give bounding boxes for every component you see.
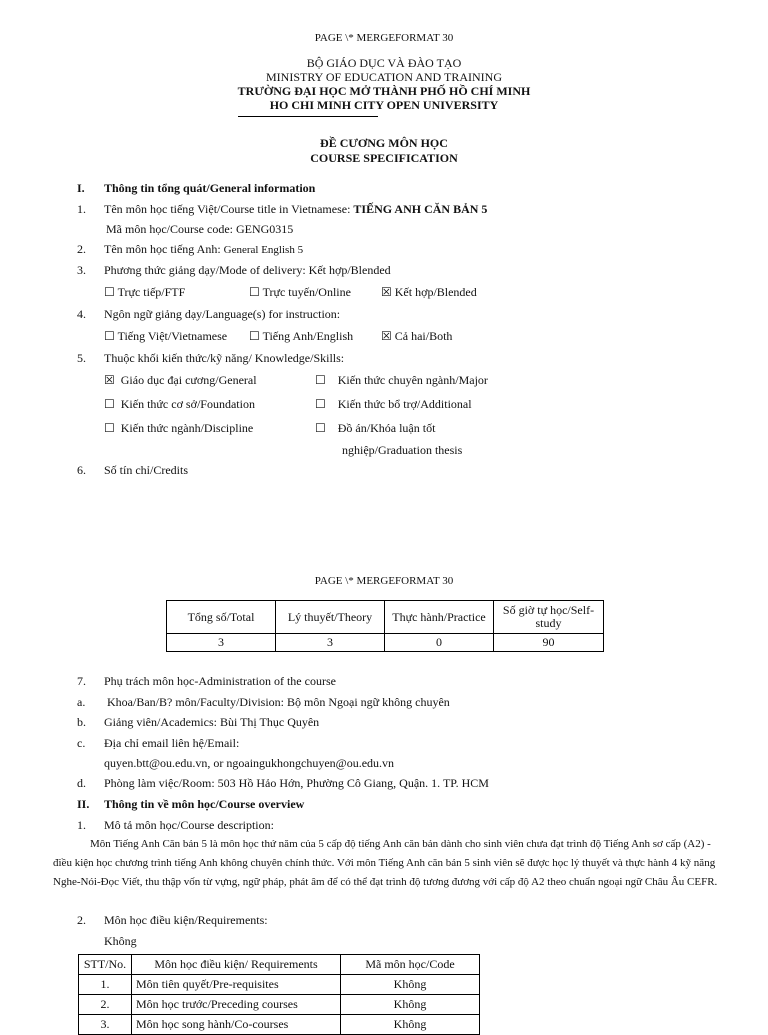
admin-b-letter: b. [77, 715, 86, 729]
item1-number: 1. [77, 202, 86, 216]
admin-academics: Giảng viên/Academics: Bùi Thị Thục Quyên [104, 715, 320, 729]
req-name: Môn học trước/Preceding courses [132, 995, 341, 1015]
delivery-option-blended [381, 285, 477, 300]
item5-number: 5. [77, 351, 86, 365]
language-option-label: Tiếng Anh/English [262, 329, 354, 343]
table-row [79, 995, 480, 1015]
description-line-1: Môn Tiếng Anh Căn bản 5 là môn học thứ năm của 5 cấp độ tiếng Anh căn bản dành cho sinh viên chưa đạt trình độ Tiếng Anh sơ cấp (A2) - [90, 838, 711, 850]
credits-header-row [167, 601, 604, 634]
req-name: Môn học song hành/Co-courses [132, 1015, 341, 1035]
item7-number: 7. [77, 674, 86, 688]
s2-item2-number: 2. [77, 913, 86, 927]
language-of-instruction: Ngôn ngữ giảng dạy/Language(s) for instruction: [104, 307, 341, 321]
knowledge-skills: Thuộc khối kiến thức/kỹ năng/ Knowledge/Skills: [104, 351, 345, 365]
s2-item1-number: 1. [77, 818, 86, 832]
knowledge-label: Kiến thức cơ sở/Foundation [120, 397, 255, 411]
admin-room: Phòng làm việc/Room: 503 Hồ Hảo Hớn, Phường Cô Giang, Quận. 1. TP. HCM [104, 776, 489, 790]
requirements-table [78, 954, 480, 1035]
credits-header-theory: Lý thuyết/Theory [276, 601, 385, 634]
checkbox-icon: ☐ [315, 373, 326, 387]
admin-email-values: quyen.btt@ou.edu.vn, or ngoaingukhongchuyen@ou.edu.vn [104, 756, 395, 770]
admin-email-label: Địa chỉ email liên hệ/Email: [104, 736, 240, 750]
knowledge-label: Kiến thức bổ trợ/Additional [337, 397, 472, 411]
req-no: 3. [79, 1015, 132, 1035]
credits-total: 3 [167, 634, 276, 652]
course-title-en-value: General English 5 [223, 244, 304, 256]
knowledge-label: Kiến thức ngành/Discipline [120, 421, 254, 435]
delivery-option-ftf [104, 285, 185, 300]
checkbox-icon: ☐ [249, 285, 260, 299]
checkbox-icon: ☐ [104, 421, 115, 435]
checkbox-icon: ☐ [104, 397, 115, 411]
knowledge-thesis-cont: nghiệp/Graduation thesis [342, 443, 463, 457]
req-code: Không [341, 995, 480, 1015]
course-title-vi-value: TIẾNG ANH CĂN BẢN 5 [353, 202, 488, 216]
delivery-option-label: Trực tiếp/FTF [117, 285, 186, 299]
language-option-label: Tiếng Việt/Vietnamese [117, 329, 228, 343]
course-description-label: Mô tả môn học/Course description: [104, 818, 274, 832]
req-code: Không [341, 975, 480, 995]
knowledge-label: Giáo dục đại cương/General [120, 373, 257, 387]
credits-practice: 0 [385, 634, 494, 652]
credits-value-row [167, 634, 604, 652]
admin-d-letter: d. [77, 776, 86, 790]
course-title-en-label: Tên môn học tiếng Anh: [104, 242, 224, 256]
item6-number: 6. [77, 463, 86, 477]
checked-box-icon: ☒ [381, 285, 392, 299]
delivery-option-label: Kết hợp/Blended [394, 285, 477, 299]
req-header-requirement: Môn học điều kiện/ Requirements [132, 955, 341, 975]
item4-number: 4. [77, 307, 86, 321]
credits-selfstudy: 90 [494, 634, 604, 652]
page-field-mid: PAGE \* MERGEFORMAT 30 [314, 575, 454, 587]
language-option-label: Cả hai/Both [394, 329, 453, 343]
delivery-option-online [249, 285, 351, 300]
language-option-english [249, 329, 353, 344]
doc-title-en: COURSE SPECIFICATION [310, 151, 458, 165]
checked-box-icon: ☒ [104, 373, 115, 387]
admin-faculty: Khoa/Ban/B? môn/Faculty/Division: Bộ môn Ngoại ngữ không chuyên [107, 695, 450, 709]
ministry-en: MINISTRY OF EDUCATION AND TRAINING [265, 70, 502, 84]
knowledge-foundation [104, 397, 255, 412]
university-vi: TRƯỜNG ĐẠI HỌC MỞ THÀNH PHỐ HỒ CHÍ MINH [237, 84, 531, 98]
knowledge-label: Kiến thức chuyên ngành/Major [337, 373, 488, 387]
course-title-vi-label: Tên môn học tiếng Việt/Course title in Vietnamese: [104, 202, 354, 216]
req-header-code: Mã môn học/Code [341, 955, 480, 975]
credits-label: Số tín chỉ/Credits [104, 463, 188, 477]
checked-box-icon: ☒ [381, 329, 392, 343]
credits-header-total: Tổng số/Total [167, 601, 276, 634]
knowledge-label: Đồ án/Khóa luận tốt [337, 421, 436, 435]
knowledge-thesis [315, 421, 435, 436]
req-no: 2. [79, 995, 132, 1015]
section1-heading: Thông tin tổng quát/General information [104, 181, 316, 195]
language-option-vietnamese [104, 329, 227, 344]
req-name: Môn tiên quyết/Pre-requisites [132, 975, 341, 995]
section2-heading: Thông tin về môn học/Course overview [104, 797, 305, 811]
req-header-no: STT/No. [79, 955, 132, 975]
delivery-option-label: Trực tuyến/Online [262, 285, 351, 299]
checkbox-icon: ☐ [104, 285, 115, 299]
req-header-row [79, 955, 480, 975]
section2-number: II. [77, 797, 90, 811]
course-code: Mã môn học/Course code: GENG0315 [106, 222, 294, 236]
table-row [79, 1015, 480, 1035]
language-option-both [381, 329, 452, 344]
credits-header-selfstudy: Số giờ tự học/Self-study [494, 601, 604, 634]
req-no: 1. [79, 975, 132, 995]
credits-header-practice: Thực hành/Practice [385, 601, 494, 634]
admin-a-letter: a. [77, 695, 86, 709]
doc-title-vi: ĐỀ CƯƠNG MÔN HỌC [320, 136, 448, 150]
knowledge-additional [315, 397, 472, 412]
item3-number: 3. [77, 263, 86, 277]
admin-c-letter: c. [77, 736, 86, 750]
course-title-vi [104, 202, 487, 217]
knowledge-general [104, 373, 257, 388]
checkbox-icon: ☐ [249, 329, 260, 343]
table-row [79, 975, 480, 995]
page-field-top: PAGE \* MERGEFORMAT 30 [314, 32, 454, 44]
ministry-vi: BỘ GIÁO DỤC VÀ ĐÀO TẠO [306, 56, 462, 70]
requirements-label: Môn học điều kiện/Requirements: [104, 913, 268, 927]
credits-table [166, 600, 604, 652]
administration-label: Phụ trách môn học-Administration of the course [104, 674, 336, 688]
header-underline [238, 116, 378, 117]
section1-number: I. [77, 181, 85, 195]
checkbox-icon: ☐ [315, 421, 326, 435]
knowledge-discipline [104, 421, 253, 436]
req-code: Không [341, 1015, 480, 1035]
course-title-en [104, 242, 303, 257]
knowledge-major [315, 373, 488, 388]
description-line-3: Nghe-Nói-Đọc Viết, thu thập vốn từ vựng, ngữ pháp, phát âm để có thể đạt trình độ tương đương với cấp độ A2 theo chuẩn ngoại ngữ Châu Âu CEFR. [53, 876, 718, 888]
checkbox-icon: ☐ [315, 397, 326, 411]
requirements-value: Không [104, 934, 137, 948]
item2-number: 2. [77, 242, 86, 256]
credits-theory: 3 [276, 634, 385, 652]
description-line-2: điều kiện học chương trình tiếng Anh không chuyên chính thức. Với môn Tiếng Anh căn bản 5 sinh viên sẽ được học lý thuyết và thực hành 4 kỹ năng [53, 857, 716, 869]
university-en: HO CHI MINH CITY OPEN UNIVERSITY [269, 98, 499, 112]
mode-of-delivery: Phương thức giảng dạy/Mode of delivery: Kết hợp/Blended [104, 263, 391, 277]
checkbox-icon: ☐ [104, 329, 115, 343]
